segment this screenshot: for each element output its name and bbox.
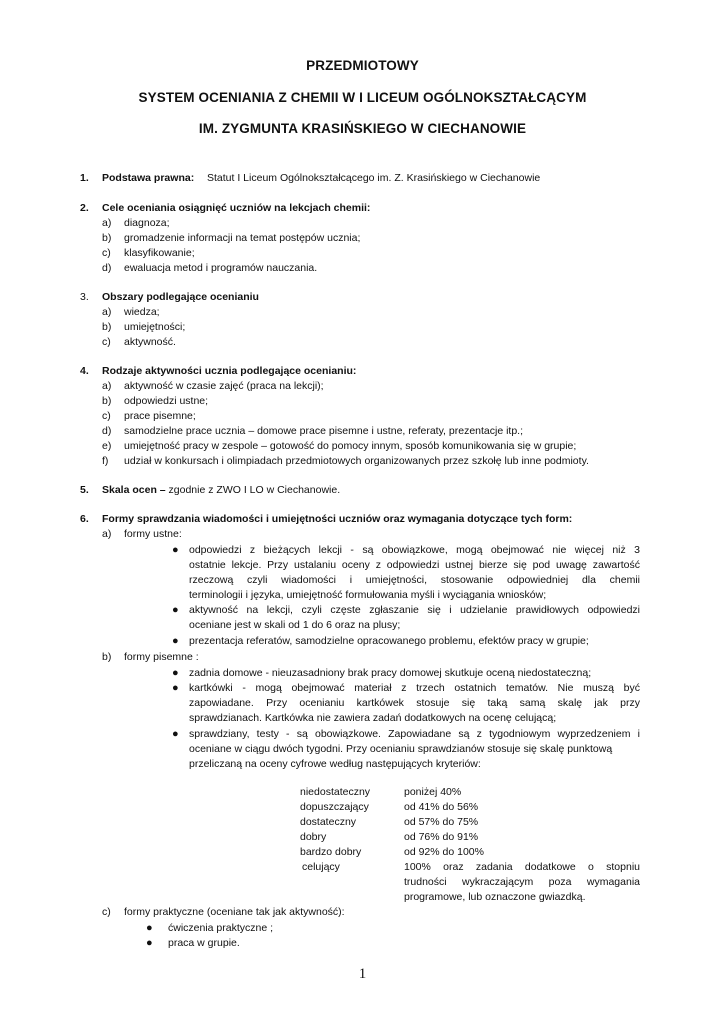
grade-range: od 57% do 75% (404, 816, 479, 828)
list-letter: c) (102, 906, 111, 918)
section-3-heading: Obszary podlegające ocenianiu (102, 291, 259, 303)
section-2-heading: Cele oceniania osiągnięć uczniów na lekcjach chemii: (102, 202, 371, 214)
list-letter: c) (102, 336, 111, 348)
list-item: umiejętność pracy w zespole – gotowość do pomocy innym, sposób komunikowania się w grupie; (124, 440, 577, 452)
list-item: odpowiedzi ustne; (124, 395, 209, 407)
section-6-number: 6. (80, 513, 89, 525)
bullet-text-line: aktywność na lekcji, czyli częste zgłaszanie się i udzielanie prawidłowych odpowiedzi (189, 604, 640, 616)
title-line-3: IM. ZYGMUNTA KRASIŃSKIEGO W CIECHANOWIE (198, 121, 527, 136)
list-letter: e) (102, 440, 112, 452)
bullet-icon: ● (146, 922, 153, 934)
list-letter: a) (102, 380, 112, 392)
grade-name: dostateczny (300, 816, 357, 828)
section-4-heading: Rodzaje aktywności ucznia podlegające ocenianiu: (102, 365, 357, 377)
list-letter: a) (102, 217, 112, 229)
section-5-text: zgodnie z ZWO I LO w Ciechanowie. (165, 484, 341, 496)
section-6-heading: Formy sprawdzania wiadomości i umiejętności uczniów oraz wymagania dotyczące tych form: (102, 513, 573, 525)
bullet-icon: ● (172, 604, 179, 616)
list-item: samodzielne prace ucznia – domowe prace pisemne i ustne, referaty, prezentacje itp.; (124, 425, 524, 437)
bullet-icon: ● (172, 728, 179, 740)
list-letter: b) (102, 232, 112, 244)
list-item: udział w konkursach i olimpiadach przedmiotowych organizowanych przez szkołę lub inne podmioty. (124, 455, 589, 467)
section-2-number: 2. (80, 202, 89, 214)
grade-range: trudności wykraczającym poza wymagania (404, 876, 640, 888)
section-5-line (102, 483, 340, 497)
bullet-icon: ● (146, 937, 153, 949)
grade-range: od 92% do 100% (404, 846, 484, 858)
section-1-text: Statut I Liceum Ogólnokształcącego im. Z. Krasińskiego w Ciechanowie (207, 172, 541, 184)
section-4-number: 4. (80, 365, 89, 377)
list-letter: a) (102, 306, 112, 318)
list-item: diagnoza; (124, 217, 170, 229)
section-1-number: 1. (80, 172, 89, 184)
bullet-text-line: sprawdziany, testy - są obowiązkowe. Zapowiadane są z tygodniowym wyprzedzeniem i (189, 728, 640, 740)
grade-name: bardzo dobry (300, 846, 362, 858)
bullet-text-line: odpowiedzi z bieżących lekcji - są obowiązkowe, mogą obejmować nie więcej niż 3 (189, 544, 640, 556)
list-letter: f) (102, 455, 109, 467)
bullet-text-line: ćwiczenia praktyczne ; (168, 922, 274, 934)
list-item: klasyfikowanie; (124, 247, 195, 259)
list-item: aktywność. (124, 336, 176, 348)
page-number: 1 (358, 966, 367, 982)
grade-range: programowe, lub oznaczone gwiazdką. (404, 891, 586, 903)
bullet-text-line: zapowiadane. Przy ocenianiu kartkówek stosuje się taką samą skalę jak przy (189, 697, 640, 709)
list-item: wiedza; (124, 306, 160, 318)
list-letter: d) (102, 425, 112, 437)
bullet-text-line: oceniane w ciągu dwóch tygodni. Przy ocenianiu sprawdzianów stosuje się skalę punktową (189, 743, 613, 755)
list-letter: b) (102, 321, 112, 333)
list-letter: b) (102, 395, 112, 407)
bullet-text-line: przeliczaną na oceny cyfrowe według następujących kryteriów: (189, 758, 481, 770)
list-letter: d) (102, 262, 112, 274)
bullet-text-line: terminologii i języka, umiejętność formułowania myśli i wyciągania wniosków; (189, 589, 547, 601)
section-5-number: 5. (80, 484, 89, 496)
grade-name: niedostateczny (300, 786, 371, 798)
grade-range: poniżej 40% (404, 786, 462, 798)
section-1-label: Podstawa prawna: (102, 172, 195, 184)
bullet-text-line: rzeczową czyli wiadomości i umiejętności, stosowanie odpowiedniej dla chemii (189, 574, 640, 586)
list-letter: c) (102, 410, 111, 422)
bullet-text-line: sprawdzianach. Kartkówka nie zawiera zadań dodatkowych na ocenę celującą; (189, 712, 557, 724)
list-item: ewaluacja metod i programów nauczania. (124, 262, 318, 274)
grade-range: od 41% do 56% (404, 801, 479, 813)
title-line-2: SYSTEM OCENIANIA Z CHEMII W I LICEUM OGÓLNOKSZTAŁCĄCYM (138, 90, 587, 105)
bullet-text-line: zadnia domowe - nieuzasadniony brak pracy domowej skutkuje oceną niedostateczną; (189, 667, 592, 679)
bullet-text-line: praca w grupie. (168, 937, 240, 949)
title-line-1: PRZEDMIOTOWY (306, 58, 419, 73)
list-letter: c) (102, 247, 111, 259)
bullet-icon: ● (172, 667, 179, 679)
list-letter: a) (102, 528, 112, 540)
bullet-text-line: oceniane jest w skali od 1 do 6 oraz na plusy; (189, 619, 401, 631)
subsection-a-label: formy ustne: (124, 528, 182, 540)
bullet-icon: ● (172, 682, 179, 694)
bullet-text-line: prezentacja referatów, samodzielne opracowanego problemu, efektów pracy w grupie; (189, 635, 589, 647)
list-item: gromadzenie informacji na temat postępów ucznia; (124, 232, 361, 244)
grade-name: dobry (300, 831, 327, 843)
list-item: prace pisemne; (124, 410, 196, 422)
subsection-b-label: formy pisemne : (124, 651, 199, 663)
grade-name: celujący (302, 861, 340, 873)
bullet-text-line: ostatnie lekcje. Przy ustalaniu oceny z odpowiedzi ustnej bierze się pod uwagę zawartość (189, 559, 640, 571)
grade-range: od 76% do 91% (404, 831, 479, 843)
list-item: aktywność w czasie zajęć (praca na lekcji); (124, 380, 324, 392)
bullet-icon: ● (172, 635, 179, 647)
grade-name: dopuszczający (300, 801, 369, 813)
bullet-text-line: kartkówki - mogą obejmować materiał z trzech ostatnich tematów. Nie muszą być (189, 682, 640, 694)
subsection-c-label: formy praktyczne (oceniane tak jak aktywność): (124, 906, 345, 918)
bullet-icon: ● (172, 544, 179, 556)
section-3-number: 3. (80, 291, 89, 303)
list-item: umiejętności; (124, 321, 186, 333)
section-5-label: Skala ocen – (102, 484, 166, 496)
list-letter: b) (102, 651, 112, 663)
grade-range: 100% oraz zadania dodatkowe o stopniu (404, 861, 640, 873)
